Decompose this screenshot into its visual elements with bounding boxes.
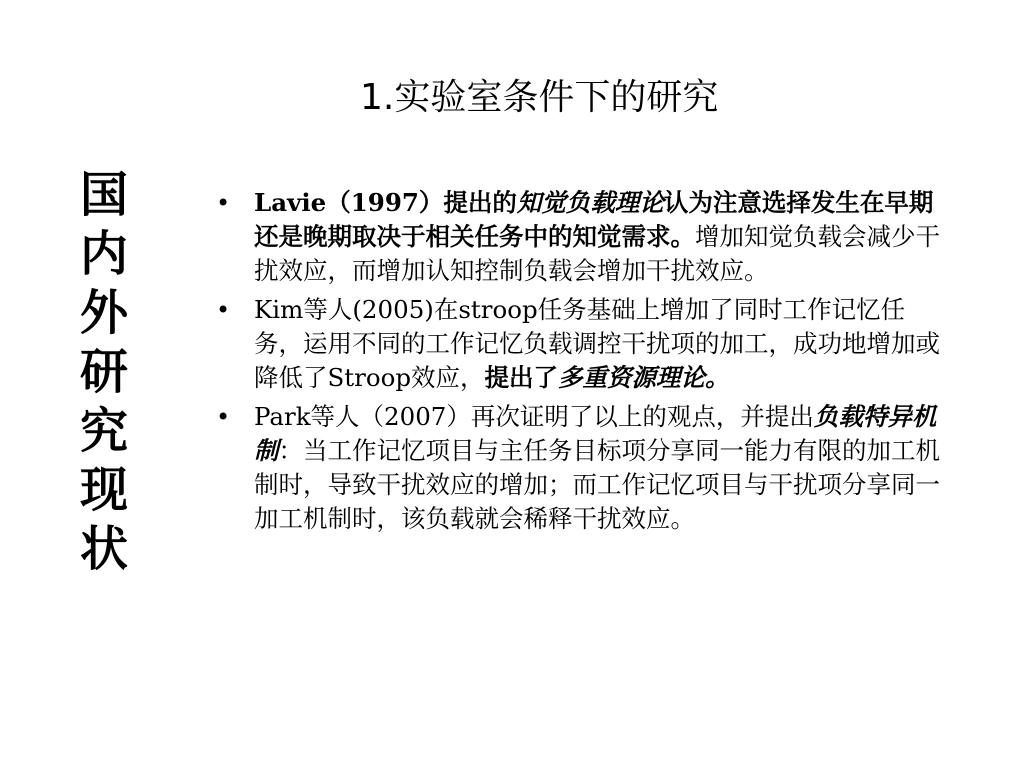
lavie-effect: 增加知觉负载会减少干扰效应，而增加认知控制负载会增加干扰效应。: [254, 222, 940, 285]
kim-proposed: 提出了: [484, 363, 559, 392]
bullet-list: [216, 186, 966, 541]
bullet-item-kim: [216, 293, 954, 395]
side-title: 国内外研究现状: [79, 167, 128, 577]
bullet-item-lavie: [216, 186, 954, 288]
park-body: ：当工作记忆项目与主任务目标项分享同一能力有限的加工机制时，导致干扰效应的增加；而工作记忆项目与干扰项分享同一加工机制时，该负载就会稀释干扰效应。: [254, 436, 940, 533]
multiple-resource-theory: 多重资源理论。: [558, 363, 730, 392]
lavie-claim: 认为注意选择发生在早期还是晚期取决于相关任务中的知觉需求。: [254, 188, 934, 251]
slide-title: 1.实验室条件下的研究: [360, 77, 719, 118]
bullet-dot-icon: •: [216, 403, 231, 431]
kim-body: Kim等人(2005)在stroop任务基础上增加了同时工作记忆任务，运用不同的工作记忆负载调控干扰项的加工，成功地增加或降低了Stroop效应，: [254, 295, 940, 392]
bullet-dot-icon: •: [216, 296, 231, 324]
load-specific-mechanism: 负载特异机制: [254, 402, 937, 465]
bullet-item-park: [216, 400, 954, 536]
bullet-dot-icon: •: [216, 189, 231, 217]
park-intro: Park等人（2007）再次证明了以上的观点，并提出: [254, 402, 814, 431]
lavie-intro: Lavie（1997）提出的: [254, 188, 517, 217]
perceptual-load-theory: 知觉负载理论: [516, 188, 664, 217]
